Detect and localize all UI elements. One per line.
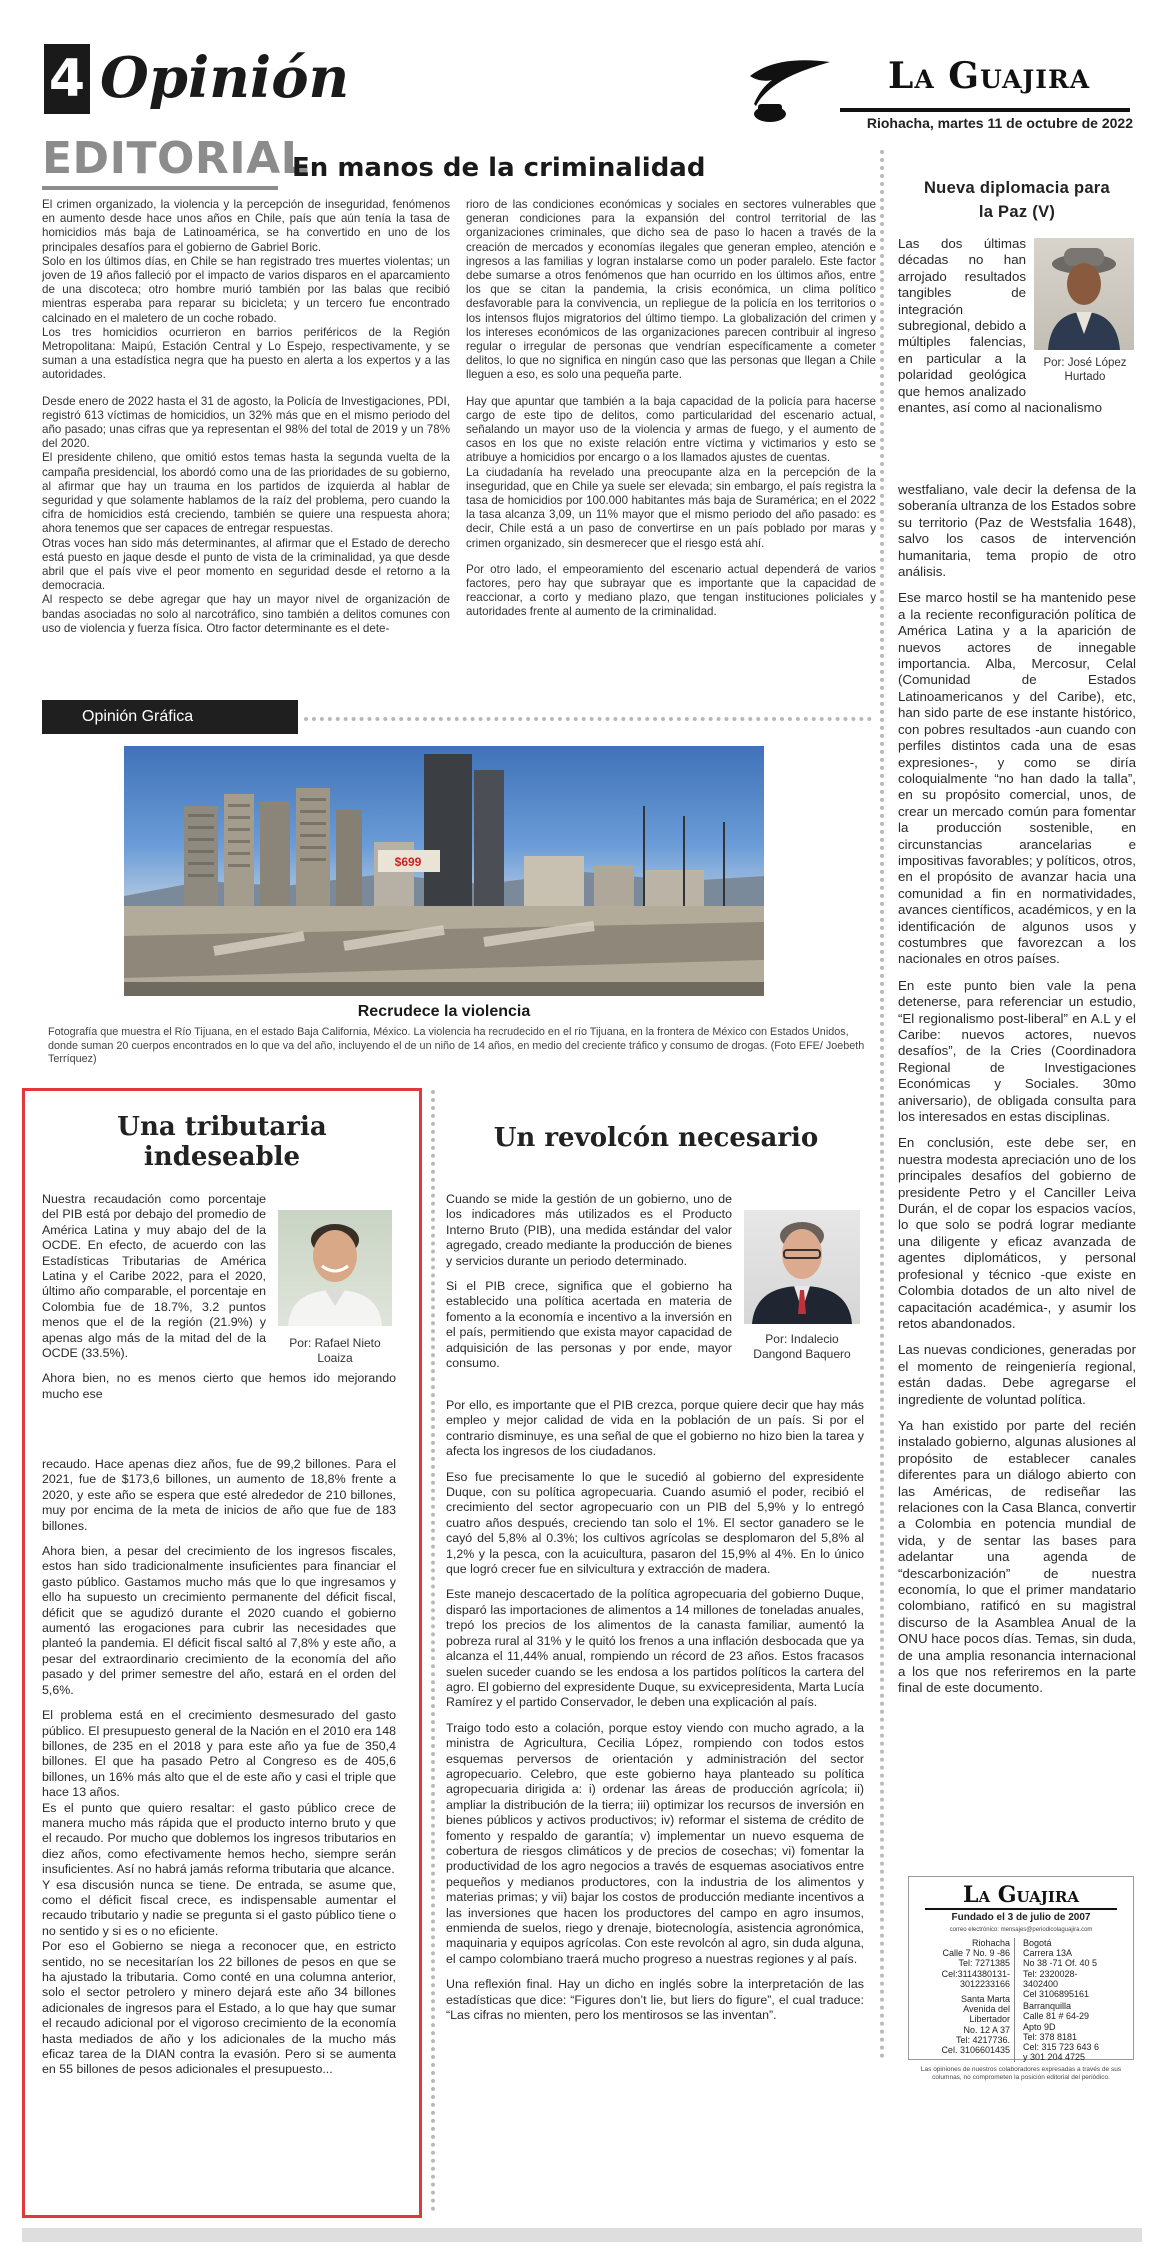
office-line: Apto 9D [1023, 2021, 1056, 2032]
office-bogota [1023, 1938, 1127, 1999]
diplomacia-author-photo-block [1034, 238, 1136, 384]
author-photo [744, 1210, 860, 1324]
editorial-title: En manos de la criminalidad [292, 153, 706, 183]
diplomacia-paragraph: Las nuevas condiciones, generadas por el momento de reingeniería regional, están dadas. Debe agregarse el ingrediente de voluntad política. [898, 1342, 1136, 1407]
office-line: Cel. 3106601435 [941, 2045, 1010, 2056]
editorial-paragraph: Otras voces han sido más determinantes, al afirmar que el Estado de derecho está puesto en jaque desde el punto de vista de la criminalidad, ya que desde abril que el país vive el peor momento en seguridad desde el retorno a la democracia. [42, 536, 450, 593]
author-photo [278, 1210, 392, 1326]
office-line: Calle 7 No. 9 -86 [942, 1948, 1010, 1959]
masthead-right-col [1019, 1938, 1127, 2062]
office-santa-marta [915, 1994, 1010, 2055]
diplomacia-author: Por: José López Hurtado [1043, 357, 1127, 383]
person-portrait-icon [744, 1210, 860, 1324]
revolcon-body [446, 1398, 864, 2023]
revolcon-title: Un revolcón necesario [493, 1123, 819, 1153]
office-line: Cel 3106895161 [1023, 1989, 1090, 2000]
office-line: No. 12 A 37 [963, 2024, 1010, 2035]
editorial-label: EDITORIAL [42, 133, 310, 184]
editorial-paragraph: La ciudadanía ha revelado una preocupante alza en la percepción de la inseguridad, que en Chile ya suele ser elevada; sin embargo, el país registra la tasa de homicidios por 100.000 habitantes más baja de Suramérica; en el 2022 la tasa alcanza 3,09, un 11% mayor que el mismo periodo del año pasado: es decir, Chile está a un paso de convertirse en un país poblado por maras y crimen organizado, sin desmerecer que el riesgo está ahí. [466, 465, 876, 550]
office-line: Riohacha [971, 1938, 1010, 1948]
author-photo [1034, 238, 1134, 350]
office-line: Cel:3114380131- [941, 1968, 1010, 1979]
footer-bar [22, 2228, 1142, 2242]
tributaria-author: Por: Rafael Nieto Loaiza [289, 1336, 381, 1365]
office-line: Tel: 7271385 [958, 1958, 1010, 1969]
masthead-disclaimer: Las opiniones de nuestros colaboradores expresadas a través de sus columnas, no comprometen la posición editorial del periódico. [920, 2066, 1122, 2082]
masthead-email: correo electrónico: mensajes@periodicolaguajira.com [949, 1927, 1093, 1933]
revolcon-paragraph: Una reflexión final. Hay un dicho en inglés sobre la interpretación de las estadísticas que dice: “Figures don’t lie, but liers do figure”, el cual traduce: “Las cifras no mienten, pero los mentirosos se las inventan”. [446, 1977, 864, 2023]
tributaria-title-line-1: Una tributaria [117, 1112, 327, 1142]
tributaria-title-line-2: indeseable [143, 1142, 301, 1172]
masthead-left-col [915, 1938, 1015, 2062]
editorial-paragraph: Hay que apuntar que también a la baja capacidad de la policía para hacerse cargo de este tipo de delitos, como particularidad del escenario actual, señalando un mayor uso de la violencia y armas de fuego, y el aumento de casos en los que no existe relación entre víctima y victimarios y esto se atribuye a homicidios por encargo o a los llamados ajustes de cuentas. [466, 394, 876, 465]
office-line: Santa Marta [960, 1994, 1010, 2005]
revolcon-intro-paragraph: Cuando se mide la gestión de un gobierno, uno de los indicadores más utilizados es el Producto Interno Bruto (PIB), una medida estándar del valor agregado, creado mediante la producción de bienes y servicios durante un periodo determinado. [446, 1192, 732, 1268]
diplomacia-intro-wrap [898, 236, 1136, 416]
tributaria-title [40, 1112, 404, 1172]
office-line: Tel: 4217736. [955, 2034, 1010, 2045]
billboard-price: $699 [394, 855, 422, 869]
column-divider-dotted-left [431, 1090, 435, 2212]
office-barranquilla [1023, 2001, 1127, 2062]
tributaria-paragraph: Por eso el Gobierno se niega a reconocer que, en estricto sentido, no se necesitarían los 22 billones de pesos en que se ha ajustado la tributaria. Como conté en una columna anterior, solo el sector petrolero y minero dejará este año 34 billones adicionales de ingresos para el Estado, a lo que hay que sumar el recaudo adicional por el vigoroso crecimiento de la economía hasta mediados de año y los adicionales de la mucho más eficaz tarea de la DIAN contra la evasión. Pero si se aumenta en 55 billones de pesos adicionales el presupuesto... [42, 1939, 396, 2077]
brand-logo: La Guajira [888, 55, 1091, 97]
page-number-box [44, 44, 90, 114]
office-line: y 301 204 4725 [1023, 2052, 1086, 2063]
opinion-grafica-label-bar [42, 700, 298, 734]
revolcon-paragraph: Este manejo descacertado de la política agropecuaria del gobierno Duque, disparó las importaciones de alimentos a 14 millones de toneladas anuales, trepó los precios de los alimentos de la canasta familiar, aumentó la pobreza rural al 31% y le quitó los frenos a una inflación desbocada que ya alcanza el 11,44% anual, rompiendo un récord de 23 años. Estos fracasos suelen suceder cuando se les endosa a los partidos políticos la cartera del agro. El gobierno del expresidente Duque, su exvicepresidenta, Marta Lucía Ramírez y el partido Conservador, le deben una explicación al país. [446, 1587, 864, 1710]
revolcon-paragraph: Por ello, es importante que el PIB crezca, porque quiere decir que hay más empleo y mejor calidad de vida en la población de un país. Si por el contrario disminuye, es una señal de que el gobierno no hizo bien la tarea y afecta los ingresos de los ciudadanos. [446, 1398, 864, 1459]
diplomacia-column [898, 176, 1136, 224]
editorial-paragraph: Por otro lado, el empeoramiento del escenario actual dependerá de varios factores, pero hay que subrayar que es importante que la capacidad de reaccionar, a corto y mediano plazo, que tengan instituciones policiales y autoridades frente al aumento de la criminalidad. [466, 562, 876, 619]
office-line: Calle 81 # 64-29 [1023, 2011, 1090, 2022]
news-photo [124, 746, 764, 996]
office-line: Bogotá [1023, 1938, 1052, 1948]
tributaria-intro-2: Ahora bien, no es menos cierto que hemos ido mejorando mucho ese [42, 1371, 396, 1401]
diplomacia-title [898, 176, 1136, 224]
tributaria-paragraph: Ahora bien, a pesar del crecimiento de los ingresos fiscales, estos han sido tradicionalmente insuficientes para financiar el gasto público. Gastamos mucho más que lo que ingresamos y ello ha supuesto un crecimiento permanente del déficit fiscal, déficit que se agudizó durante el 2020 cuando el gobierno aumentó las erogaciones para cubrir las necesidades que planteó la pandemia. El déficit fiscal saltó al 7,8% y este año, a pesar del extraordinario crecimiento de la economía del año pasado y del primer semestre del año, estará en el orden del 5,6%. [42, 1544, 396, 1697]
page-number: 4 [48, 49, 86, 109]
diplomacia-title-line-2: la Paz (V) [978, 203, 1056, 221]
office-riohacha [915, 1938, 1010, 1989]
diplomacia-paragraph: En este punto bien vale la pena detenerse, para referenciar un estudio, “El regionalismo post-liberal” en A.L y el Caribe: nuevos actores, nuevos desafíos”, de la Cries (Coordinadora Regional de Investigaciones Económicas y Sociales. 30mo aniversario), de obligada consulta para los interesados en estas disciplinas. [898, 977, 1136, 1125]
diplomacia-title-line-1: Nueva diplomacia para [923, 179, 1111, 197]
office-line: Barranquilla [1023, 2001, 1072, 2012]
brand-underline [840, 108, 1130, 112]
section-divider-dotted [304, 717, 872, 721]
editorial-paragraph: rioro de las condiciones económicas y sociales en sectores vulnerables que generan condiciones para la expansión del control territorial de las organizaciones criminales, que dicho sea de paso lo hacen a través de la creación de mercados y economías ilegales que generan empleo, atención e ingresos a las familias y logran instalarse como un poder paralelo. Este factor debe sumarse a otros fenómenos que han ocurrido en los últimos años, entre los que se citan la pandemia, la crisis económica, un clima político desfavorable para la convivencia, un repliegue de la policía en los territorios o los intensos flujos migratorios del último tiempo. La globalización del crimen y los intereses económicos de las organizaciones parecen contribuir al ingreso regular o irregular de personas que vendrían específicamente a cometer delitos, lo que no significa en ningún caso que las personas que llegan a Chile lleguen a eso, es solo una pequeña parte. [466, 198, 876, 382]
tributaria-intro-wrap [42, 1192, 396, 1402]
office-line: Avenida del [963, 2004, 1010, 2015]
editorial-column-1 [42, 198, 450, 636]
office-line: Tel: 2320028- [1023, 1968, 1078, 1979]
editorial-paragraph: Al respecto se debe agregar que hay un mayor nivel de organización de bandas asociadas no solo al narcotráfico, sino también a delitos comunes con uso de violencia y fuerza física. Otro factor determinante es el dete- [42, 593, 450, 635]
office-line: Tel: 378 8181 [1023, 2031, 1078, 2042]
masthead-offices [915, 1938, 1127, 2062]
masthead-box [908, 1876, 1134, 2082]
revolcon-paragraph: Eso fue precisamente lo que le sucedió al gobierno del expresidente Duque, con su política agropecuaria. Cuando asumió el poder, recibió el crecimiento del sector agropecuario con un PIB del 5,9% y lo entregó cuatro años después, creciendo tan solo el 1%. El sector ganadero se le cayó del 5,8% al 0.3%; los cultivos agrícolas se desplomaron del 5,8% al 1,2% y la pesca, con la acuicultura, pasaron del 15,9% al 4%. En lo único que logró crecer fue en silvicultura y extracción de madera. [446, 1469, 864, 1577]
opinion-grafica-label: Opinión Gráfica [82, 708, 194, 725]
editorial-paragraph: El presidente chileno, que omitió estos temas hasta la segunda vuelta de la campaña presidencial, los abordó como una de las prioridades de su gobierno, al afirmar que hay un trauma en los partidos de izquierda al hablar de seguridad y que solamente hablamos de la raíz del problema, pero cuando la cifra de homicidios está creciendo, también se quiere una respuesta ahora; ahora tenemos que ser capaces de entregar respuestas. [42, 451, 450, 536]
tributaria-paragraph: recaudo. Hace apenas diez años, fue de 99,2 billones. Para el 2021, fue de $173,6 billones, un aumento de 18,8% frente a 2020, y este año se espera que esté alrededor de 210 billones, muy por encima de la meta de inicios de año que fue de 183 billones. [42, 1457, 396, 1533]
diplomacia-paragraph: westfaliano, vale decir la defensa de la soberanía ultranza de los Estados sobre su territorio (Paz de Westsfalia 1648), salvo los casos de intervención humanitaria, tema propio de otro análisis. [898, 482, 1137, 580]
person-portrait-icon [1034, 238, 1134, 350]
column-divider-dotted [880, 150, 884, 2060]
revolcon-paragraph: Traigo todo esto a colación, porque estoy viendo con mucho agrado, a la ministra de Agricultura, Cecilia López, rompiendo con todos estos esquemas perversos de orientación y administración del sector agropecuario. Celebro, que este gobierno haya planteado su política agropecuaria dirigida a: i) ordenar las áreas de producción agrícola; ii) ampliar la distribución de la tierra; iii) optimizar los recursos de inversión en bienes públicos y activos productivos; iv) reformar el sistema de crédito de fomento y respaldo de garantía; v) implementar un nuevo esquema de cobertura de riesgos climáticos y de precios de cosechas; vi) fomentar la productividad de los agro negocios a través de esquemas asociativos entre pequeños y medianos productores, con la industria de los alimentos y materias primas; y vii) bajar los costos de producción mediante incentivos a las inversiones que hacen los productores del campo en agro insumos, enmienda de suelos, riego y drenaje, biotecnología, asistencia agronómica, maquinaria y equipos agrícolas. Con este revolcón al agro, sin duda alguna, el campo colombiano traerá mucho progreso a nuestras regiones y al país. [446, 1720, 864, 1966]
office-line: Carrera 13A [1023, 1948, 1073, 1959]
diplomacia-intro: Las dos últimas décadas no han arrojado resultados tangibles de integración subregional, debido a múltiples falencias, en particular a la polaridad geológica que hemos analizado enantes, así como al nacionalismo [898, 236, 1102, 416]
editorial-underline [42, 186, 278, 190]
editorial-column-2 [466, 198, 876, 620]
diplomacia-paragraph: Ya han existido por parte del recién instalado gobierno, algunas alusiones al propósito de establecer canales diferentes para un diálogo abierto con las Américas, de rediseñar las relaciones con la Casa Blanca, convertir a Colombia en potencia mundial de vida, y de sentar las bases para adelantar una agenda de “descarbonización” de nuestra economía, lo que el primer mandatario colombiano, ratificó en su magistral discurso de la Asamblea Anual de la ONU hace pocos días. Temas, sin duda, de una amplia resonancia internacional a los que nos referiremos en la parte final de este documento. [898, 1417, 1136, 1696]
diplomacia-body [898, 482, 1136, 1697]
revolcon-intro-wrap [446, 1192, 864, 1371]
photo-caption: Fotografía que muestra el Río Tijuana, en el estado Baja California, México. La violencia ha recrudecido en el río Tijuana, en la frontera de México con Estados Unidos, donde suman 20 cuerpos encontrados en lo que va del año, incluyendo el de un niño de 14 años, en medio del creciente tráfico y consumo de drogas. (Foto EFE/ Joebeth Terríquez) [48, 1026, 865, 1066]
tributaria-intro: Nuestra recaudación como porcentaje del PIB está por debajo del promedio de América Latina y muy abajo del de la OCDE. En efecto, de acuerdo con las Estadísticas Tributarias de América Latina y el Caribe 2022, para el 2020, último año comparable, el porcentaje en Colombia fue de 18.7%, 3.2 puntos menos que el de la región (21.9%) y apenas algo más de la mitad del de la OCDE (33.5%). [42, 1192, 266, 1361]
diplomacia-paragraph: Ese marco hostil se ha mantenido pese a la reciente reconfiguración política de América Latina y a la aparición de nuevos actores de innegable importancia. Alba, Mercosur, Celal (Comunidad de Estados Latinoamericanos y del Caribe), etc, han sido parte de ese instante histórico, con pobres resultados -aun cuando con perfiles distintos cada una de esas expresiones-, y como se diría coloquialmente “no han dado la talla”, en su propósito comercial, unos, de crear un mercado común para fomentar la producción sostenible, en circunstancias arancelarias e impositivas favorables; y políticos, otros, en el propósito de avanzar hacia una comunidad a fin en normatividades, avances científicos, académicos, y en la identificación de algunos usos y costumbres que favorezcan a los nacionales en otros países. [898, 590, 1136, 967]
diplomacia-paragraph: En conclusión, este debe ser, en nuestra modesta apreciación uno de los principales desafíos del gobierno de presidente Petro y el Canciller Leiva Durán, el de copar los espacios vacíos, lo que solo se podrá lograr mediante una diligente y eficaz avanzada de agentes diplomáticos, y personal profesional y técnico -que existe en Colombia dotados de un alto nivel de capacitación académica-, y asumir los retos abandonados. [898, 1135, 1136, 1331]
office-line: 3012233166 [959, 1978, 1010, 1989]
office-line: Libertador [969, 2014, 1010, 2025]
masthead-brand: La Guajira [962, 1882, 1080, 1908]
revolcon-author-photo-block [740, 1210, 864, 1362]
editorial-paragraph: El crimen organizado, la violencia y la percepción de inseguridad, fenómenos en aumento desde hace unos años en Chile, país que aún tenía la tasa de homicidios más baja de Latinoamérica, se ha convertido en uno de los principales desafíos para el gobierno de Gabriel Boric. [42, 198, 450, 254]
office-line: No 38 -71 Of. 40 5 [1023, 1958, 1098, 1969]
masthead-founded: Fundado el 3 de julio de 2007 [951, 1912, 1091, 1923]
editorial-paragraph: Desde enero de 2022 hasta el 31 de agosto, la Policía de Investigaciones, PDI, registró 613 víctimas de homicidios, un 32% más que en el mismo periodo del año pasado; unas cifras que ya representan el 98% del total de 2019 y un 78% del 2020. [42, 394, 450, 451]
editorial-paragraph: Solo en los últimos días, en Chile se han registrado tres muertes violentas; un joven de 19 años falleció por el impacto de varios disparos en el aparcamiento de una discoteca; otro hombre murió también por las balas que recibió mientras esperaba para reparar su bicicleta; y un tercero fue encontrado calcinado en el maletero de un coche robado. [42, 254, 450, 325]
tributaria-body [42, 1457, 396, 2078]
quill-inkwell-icon [740, 58, 836, 126]
city-skyline-illustration [124, 746, 764, 996]
tributaria-paragraph: Y esa discusión nunca se tiene. De entrada, se asume que, como el déficit fiscal crece, es indispensable aumentar el recaudo tributario y nadie se pregunta si el gasto público tiene o no sentido y si es o no eficiente. [42, 1877, 396, 1938]
person-portrait-icon [278, 1210, 392, 1326]
office-line: 3402400 [1023, 1978, 1059, 1989]
revolcon-intro-paragraph: Si el PIB crece, significa que el gobierno ha establecido una política acertada en materia de fomento a la economía e incentivo a la inversión en el país, permitiendo que exista mayor capacidad de adquisición de las personas y por ende, mayor consumo. [446, 1279, 732, 1371]
masthead-rule [925, 1908, 1117, 1910]
section-title: Opinión [100, 45, 350, 111]
photo-title: Recrudece la violencia [357, 1003, 531, 1020]
tributaria-author-photo-block [274, 1210, 396, 1366]
revolcon-author: Por: Indalecio Dangond Baquero [753, 1332, 851, 1361]
tributaria-paragraph: El problema está en el crecimiento desmesurado del gasto público. El presupuesto general de la Nación en el 2010 era 148 billones, de 235 en el 2018 y para este año ya fue de 350,4 billones. El que ha pasado Petro al Congreso es de 405,6 billones, un 16% más alto que el de este año y casi el triple que hace 13 años. [42, 1708, 396, 1800]
dateline: Riohacha, martes 11 de octubre de 2022 [866, 115, 1133, 131]
office-line: Cel: 315 723 643 6 [1023, 2042, 1100, 2053]
editorial-paragraph: Los tres homicidios ocurrieron en barrios periféricos de la Región Metropolitana: Maipú, Estación Central y Lo Espejo, respectivamente, y se suman a una estadística negra que ha puesto en alerta a los expertos y a las autoridades. [42, 325, 450, 382]
page-header [0, 0, 1165, 140]
tributaria-paragraph: Es el punto que quiero resaltar: el gasto público crece de manera mucho más rápida que el producto interno bruto y que el recaudo. Por mucho que doblemos los ingresos tributarios en diez años, como efectivamente hemos hecho, siempre serán insuficientes. Así no habrá jamás reforma tributaria que alcance. [42, 1800, 396, 1877]
